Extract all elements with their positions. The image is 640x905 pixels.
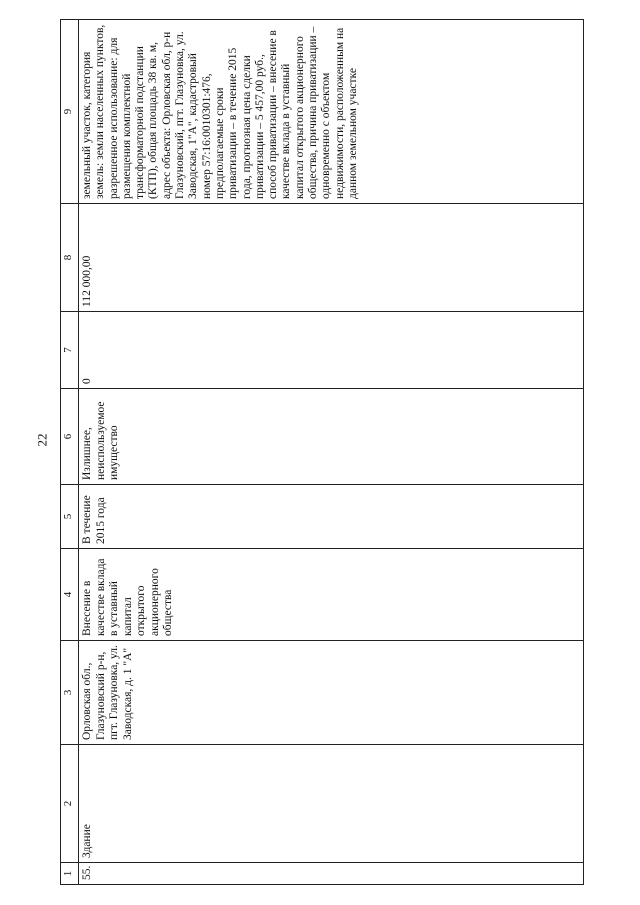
- object-name-cell: Здание: [79, 745, 584, 863]
- column-number: 7: [61, 312, 79, 389]
- column-number-row: [61, 20, 79, 885]
- column-number: 6: [61, 389, 79, 485]
- term-cell: В течение 2015 года: [79, 485, 584, 549]
- column-number: 3: [61, 641, 79, 745]
- address-cell: Орловская обл., Глазуновский р-н, пгт. Глазуновка, ул. Заводская, д. 1 "А": [79, 641, 584, 745]
- column-number: 4: [61, 549, 79, 641]
- table-row: [79, 20, 584, 885]
- column-number: 1: [61, 863, 79, 885]
- page-number: 22: [34, 433, 50, 447]
- row-number-cell: 55.: [79, 863, 584, 885]
- column-number: 5: [61, 485, 79, 549]
- column-number: 2: [61, 745, 79, 863]
- price-cell: 112 000,00: [79, 204, 584, 312]
- column-number: 8: [61, 204, 79, 312]
- column-7-cell: 0: [79, 312, 584, 389]
- privatization-method-cell: Внесение в качестве вклада в уставный капитал открытого акционерного общества: [79, 549, 584, 641]
- property-table: [60, 19, 584, 885]
- rotated-table-wrapper: [60, 20, 590, 885]
- column-number: 9: [61, 20, 79, 204]
- land-plot-description-cell: земельный участок, категория земель: земли населенных пунктов, разрешенное использование: для размещения комплектной трансформаторной подстанции (КТП), общая площадь 38 кв. м, адрес объекта: Орловская обл, р-н Глазуновский, пгт. Глазуновка, ул. Заводская, 1"А", кадастровый номер 57:16:0010301:476, предполагаемые сроки приватизации – в течение 2015 года, прогнозная цена сделки приватизации – 5 457,00 руб., способ приватизации – внесение в качестве вклада в уставный капитал открытого акционерного общества, причина приватизации – одновременно с объектом недвижимости, расположенным на данном земельном участке: [79, 20, 584, 204]
- table-region: [60, 20, 640, 880]
- reason-cell: Излишнее, неиспользуемое имущество: [79, 389, 584, 485]
